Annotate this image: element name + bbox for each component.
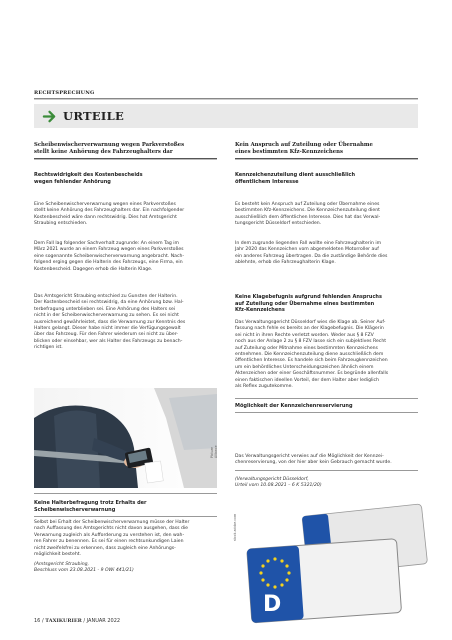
left-article-header xyxy=(34,142,217,160)
license-plates-illustration xyxy=(235,503,418,617)
left-sub2-block xyxy=(34,493,217,494)
right-paragraph-1: Es besteht kein Anspruch auf Zuteilung oder Übernahme eines bestimmten Kfz-Kennzeichens. Die Kennzeichenzuteilung dient ausschließlich dem öffentlichen Interesse. Dies hat das Verwal- tungsgericht Düsseldorf entschieden. xyxy=(235,202,381,227)
left-citation: (Amtsgericht Straubing, Beschluss vom 23.08.2021 - 9 OWi 441/21) xyxy=(34,562,134,574)
left-paragraph-4: Selbst bei Erhalt der Scheibenwischerverwarnung müsse der Halter nach Auffassung des Amtsgerichts nicht davon ausgehen, dass die Verwarnung zugleich als Aufforderung zu verstehen ist, den wah- ren Fahrer zu benennen. Es sei für einen rechtsunkundigen Laien nicht zweifelsfrei zu erkennen, dass zugleich eine Anhörungs- möglichkeit besteht. xyxy=(34,520,190,558)
right-sub3 xyxy=(235,403,418,410)
left-subheading-1: Rechtswidrigkeit des Kostenbescheids wegen fehlender Anhörung xyxy=(34,172,143,185)
right-citation: (Verwaltungsgericht Düsseldorf, Urteil vom 10.08.2021 – 6 K 5321/20) xyxy=(235,477,322,489)
right-paragraph-2: In dem zugrunde liegenden Fall wollte eine Fahrzeughalterin im Jahr 2020 das Kennzeichen vom abgemeldeten Motorroller auf ein anderes Fahrzeug übertragen. Da die zuständige Behörde dies ablehnte, erhob die Fahrzeughalterin Klage. xyxy=(235,241,388,266)
license-plate-photo xyxy=(233,503,418,617)
issue-date: JANUAR 2022 xyxy=(86,618,121,624)
left-sub1 xyxy=(34,172,217,185)
right-sub2 xyxy=(235,294,418,314)
left-paragraph-2: Dem Fall lag folgender Sachverhalt zugrunde: An einem Tag im März 2021 wurde an einem Fahrzeug wegen eines Parkverstoßes eine sogenannte Scheibenwischerverwarnung angebracht. Nach- folgend erging gegen die Halterin des Fahrzeugs, eine Firma, ein Kostenbescheid. Dagegen erhob die Halterin Klage. xyxy=(34,241,185,272)
right-sub1 xyxy=(235,172,418,185)
page-number: 16 xyxy=(34,618,41,624)
right-subheading-1: Kennzeichenzuteilung dient ausschließlich öffentlichem Interesse xyxy=(235,172,356,185)
left-article-title: Scheibenwischerverwarnung wegen Parkverstoßes stellt keine Anhörung des Fahrzeughalters dar xyxy=(34,142,185,155)
right-article-title: Kein Anspruch auf Zuteilung oder Übernahme eines bestimmten Kfz-Kennzeichens xyxy=(235,142,373,155)
magazine-name: TAXIKURIER xyxy=(45,618,82,624)
left-sub2 xyxy=(34,500,217,513)
left-subheading-2: Keine Halterbefragung trotz Erhalts der Scheibenwischerverwarnung xyxy=(34,500,147,513)
right-article-header xyxy=(235,142,418,160)
left-sub2-rule-bottom xyxy=(34,516,217,517)
country-code-letter: D xyxy=(263,592,282,617)
right-photo-credit: stock.adobe.com xyxy=(233,513,237,541)
section-banner xyxy=(34,104,418,128)
right-paragraph-3: Das Verwaltungsgericht Düsseldorf wies die Klage ab. Seiner Auf- fassung nach fehle es bereits an der Klagebefugnis. Die Klägerin sei nicht in ihren Rechte verletzt worden. Weder aus § 8 FZV noch aus der Anlage 2 zu § 8 FZV lasse sich ein subjektives Recht auf Zuteilung oder Mitnahme eines bestimmten Kennzeichens entnehmen. Die Kennzeichenzuteilung diene ausschließlich dem öffentlichen Interesse. Es handele sich beim Fahrzeugkennzeichen um ein behördliches Unterscheidungszeichen ähnlich einem Aktenzeichen oder einer Geschäftsnummer. Es begründe allenfalls einen faktischen ideellen Vorteil, der dem Halter aber lediglich als Reflex zugutekomme. xyxy=(235,320,389,390)
left-sub2-rule xyxy=(34,493,217,494)
left-title-rule xyxy=(34,158,217,160)
arrow-right-icon xyxy=(42,109,57,124)
right-paragraph-4: Das Verwaltungsgericht verwies auf die Möglichkeit der Kennzei- chenreservierung, von der hier aber kein Gebrauch gemacht wurde. xyxy=(235,454,392,466)
right-sub3-rule-top xyxy=(235,398,418,399)
header-rule-light xyxy=(34,99,418,100)
left-photo-credit: Picture Alliance xyxy=(210,445,218,458)
right-citation-rule xyxy=(235,470,418,471)
left-paragraph-3: Das Amtsgericht Straubing entschied zu Gunsten der Halterin. Der Kostenbescheid sei rechtswidrig, da eine Anhörung bzw. Hal- terbefragung unterblieben sei. Eine Anhörung des Halters sei nicht in der Scheibenwischerverwarnung zu sehen. Es sei nicht ausreichend gewährleistet, dass die Verwarnung zur Kenntnis des Halters gelangt. Dieser habe nicht immer die Verfügungsgewalt über das Fahrzeug. Für den Fahrer wiederum sei nicht zu über- blicken oder einsehbar, wer als Halter des Fahrzeugs zu benach- richtigen ist. xyxy=(34,294,186,351)
left-paragraph-1: Eine Scheibenwischerverwarnung wegen eines Parkverstoßes stellt keine Anhörung des Fahrzeughalters dar. Ein nachfolgender Kostenbescheid wäre dann rechtswidrig. Dies hat Amtsgericht Straubing entschieden. xyxy=(34,202,185,227)
right-sub3-rule-bottom xyxy=(235,412,418,413)
page-footer: 16 / TAXIKURIER / JANUAR 2022 xyxy=(34,618,121,624)
right-subheading-3: Möglichkeit der Kennzeichenreservierung xyxy=(235,403,353,409)
section-label: RECHTSPRECHUNG xyxy=(34,90,95,96)
officer-illustration xyxy=(34,388,217,488)
parking-enforcement-photo xyxy=(34,388,217,488)
banner-title: URTEILE xyxy=(63,109,125,123)
right-title-rule xyxy=(235,158,418,160)
right-subheading-2: Keine Klagebefugnis aufgrund fehlenden Anspruchs auf Zuteilung oder Übernahme eines bestimmten Kfz-Kennzeichens xyxy=(235,294,382,313)
